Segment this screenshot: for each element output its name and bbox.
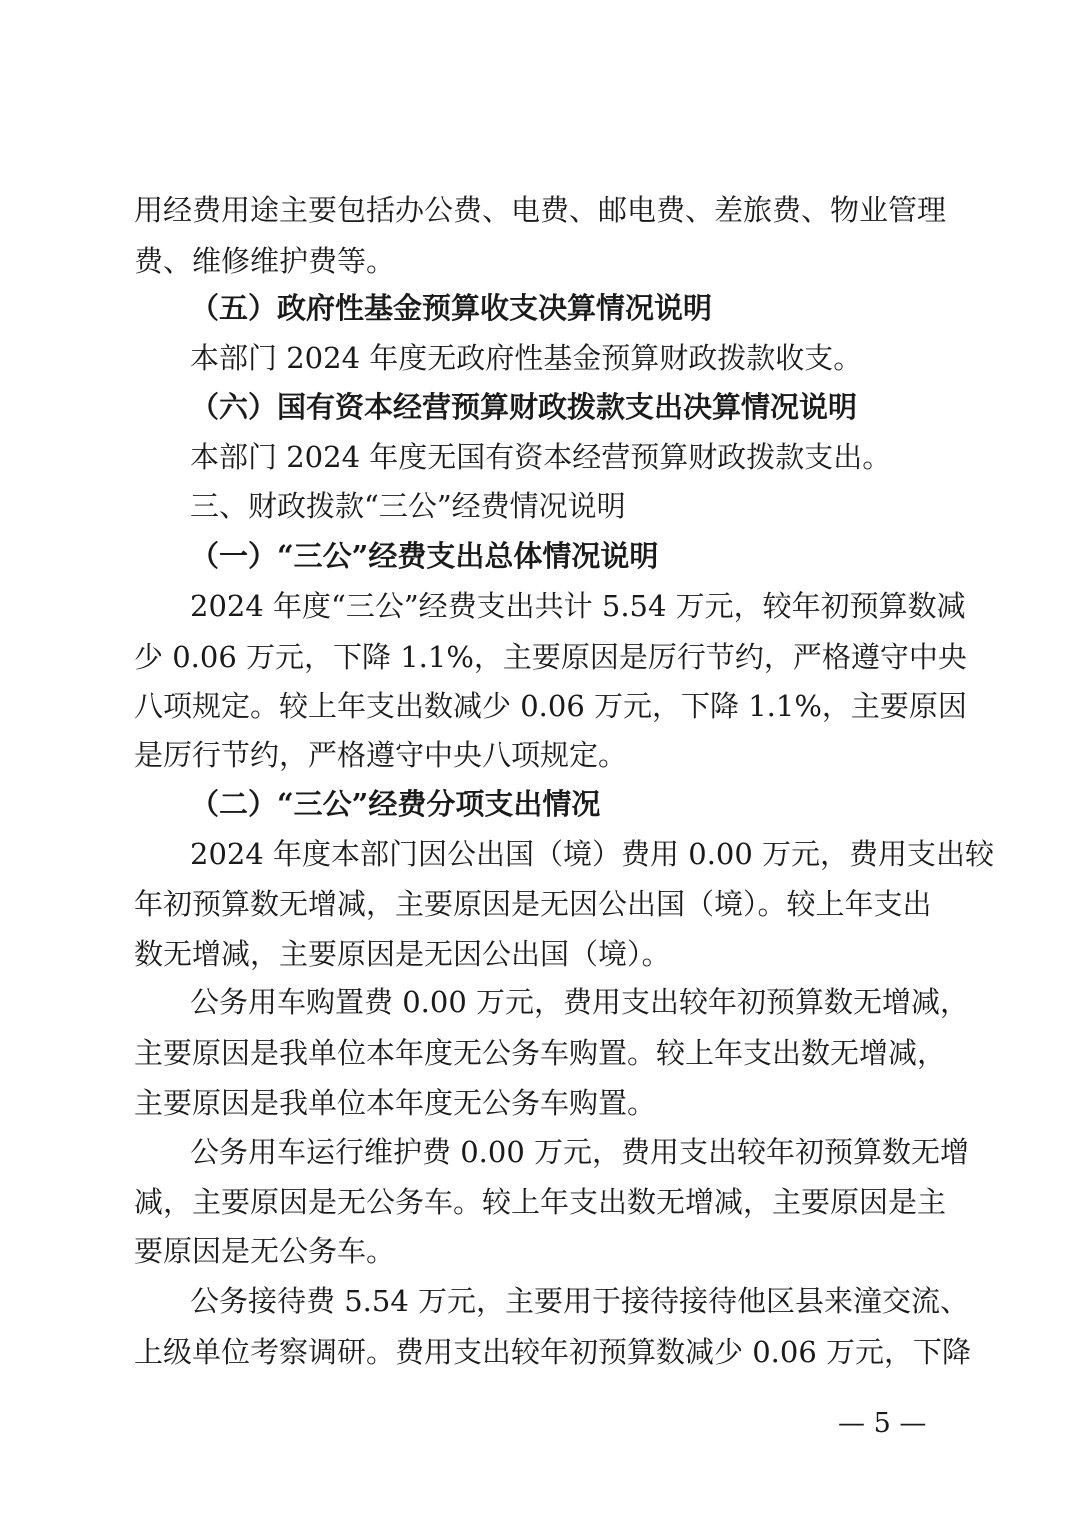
paragraph-line: 本部门 2024 年度无政府性基金预算财政拨款收支。: [190, 341, 863, 375]
chapter-heading: 三、财政拨款“三公”经费情况说明: [190, 489, 626, 523]
paragraph-line: 年初预算数无增减，主要原因是无因公出国（境）。较上年支出: [134, 887, 932, 921]
paragraph-line: 2024 年度“三公”经费支出共计 5.54 万元，较年初预算数减: [190, 589, 966, 623]
paragraph-line: 主要原因是我单位本年度无公务车购置。: [134, 1086, 657, 1120]
paragraph-line: 费、维修维护费等。: [134, 244, 396, 278]
paragraph-line: 本部门 2024 年度无国有资本经营预算财政拨款支出。: [190, 440, 892, 474]
section-heading: （一）“三公”经费支出总体情况说明: [190, 539, 659, 573]
paragraph-line: 减，主要原因是无公务车。较上年支出数无增减，主要原因是主: [134, 1185, 947, 1219]
paragraph-line: 用经费用途主要包括办公费、电费、邮电费、差旅费、物业管理: [134, 193, 947, 227]
paragraph-line: 2024 年度本部门因公出国（境）费用 0.00 万元，费用支出较: [190, 837, 995, 871]
page-number: — 5 —: [838, 1408, 927, 1439]
section-heading: （五）政府性基金预算收支决算情况说明: [190, 291, 713, 325]
paragraph-line: 要原因是无公务车。: [134, 1234, 396, 1268]
section-heading: （二）“三公”经费分项支出情况: [190, 787, 601, 821]
paragraph-line: 上级单位考察调研。费用支出较年初预算数减少 0.06 万元，下降: [134, 1335, 972, 1369]
paragraph-line: 少 0.06 万元，下降 1.1%，主要原因是厉行节约，严格遵守中央: [134, 640, 967, 674]
paragraph-line: 主要原因是我单位本年度无公务车购置。较上年支出数无增减，: [134, 1036, 947, 1070]
paragraph-line: 数无增减，主要原因是无因公出国（境）。: [134, 937, 671, 971]
paragraph-line: 公务接待费 5.54 万元，主要用于接待接待他区县来潼交流、: [190, 1284, 970, 1318]
paragraph-line: 八项规定。较上年支出数减少 0.06 万元，下降 1.1%，主要原因: [134, 689, 967, 723]
paragraph-line: 公务用车购置费 0.00 万元，费用支出较年初预算数无增减，: [190, 985, 970, 1019]
paragraph-line: 是厉行节约，严格遵守中央八项规定。: [134, 738, 628, 772]
section-heading: （六）国有资本经营预算财政拨款支出决算情况说明: [190, 390, 858, 424]
paragraph-line: 公务用车运行维护费 0.00 万元，费用支出较年初预算数无增: [190, 1135, 970, 1169]
